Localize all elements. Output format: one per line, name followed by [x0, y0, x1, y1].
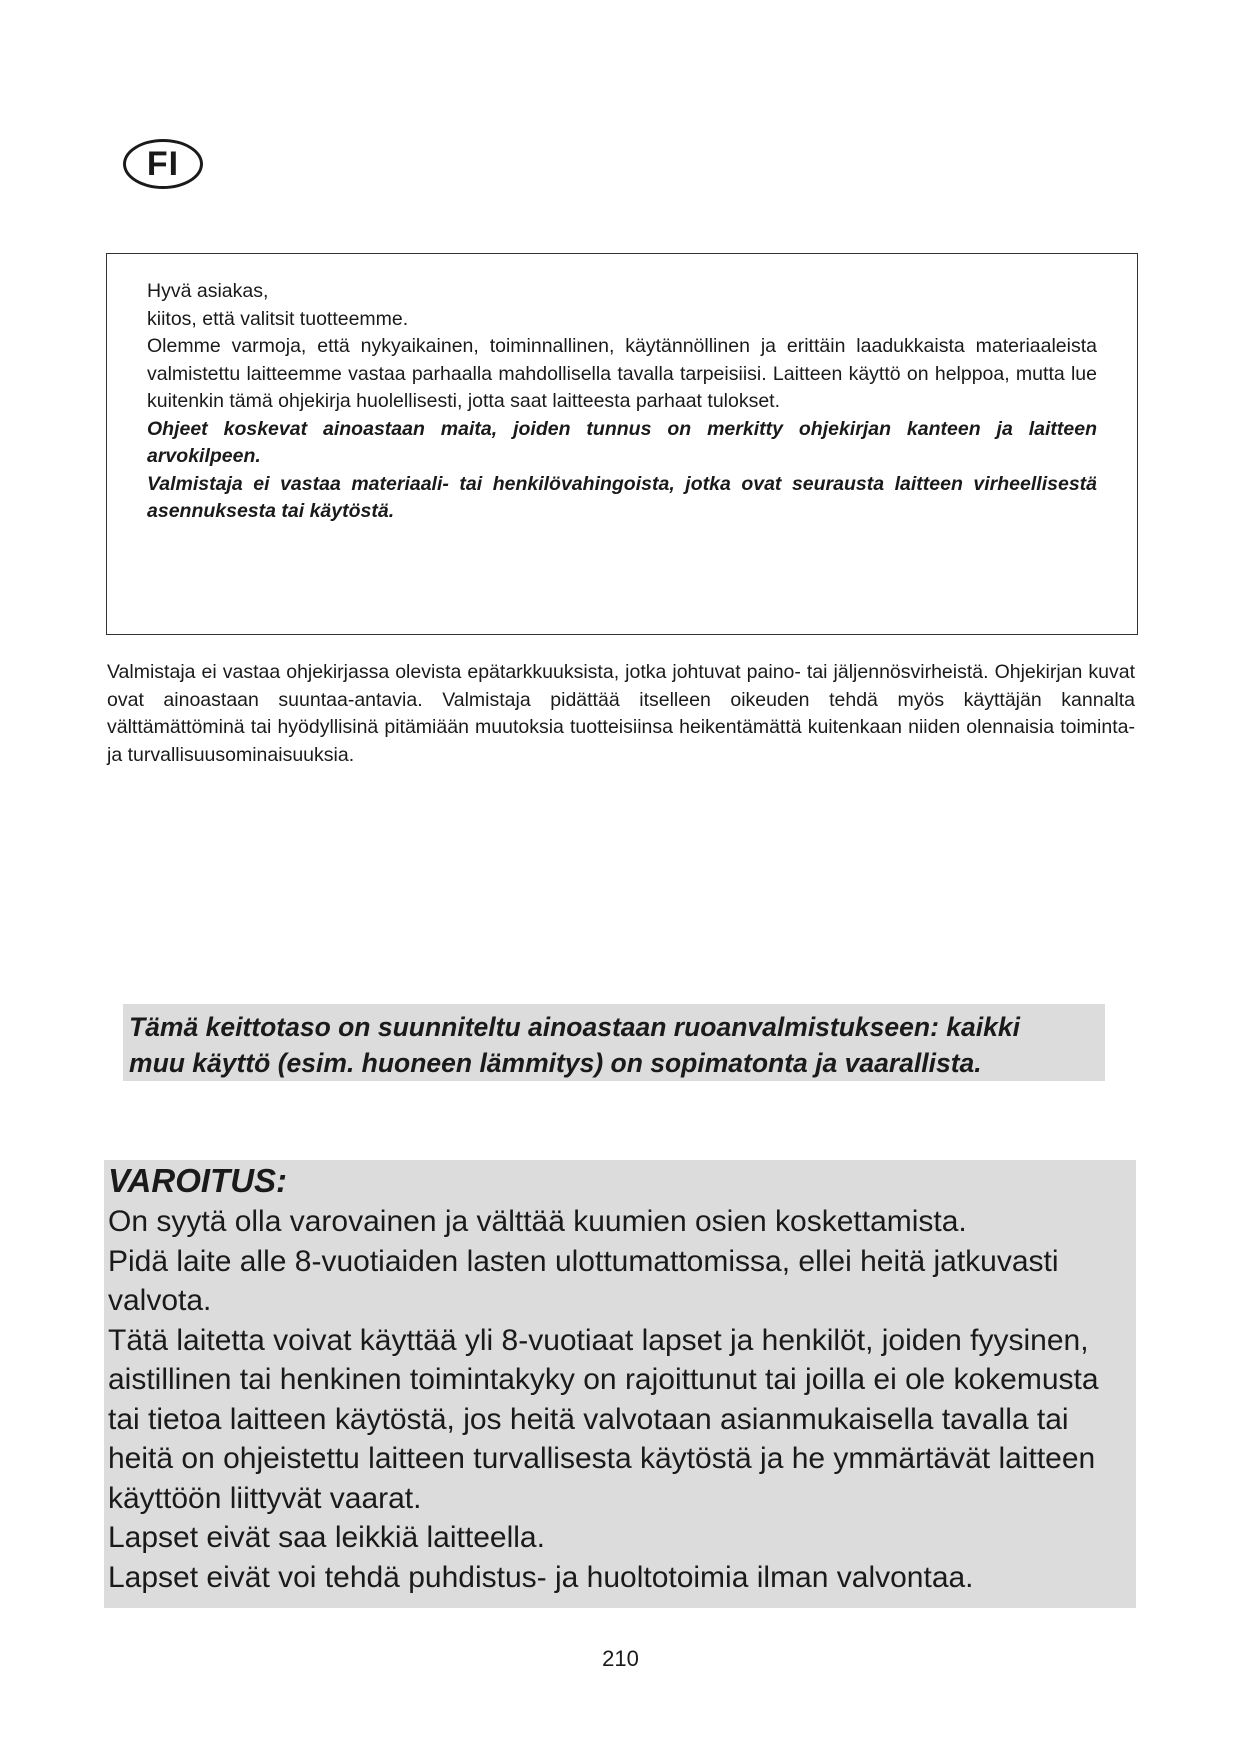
- intro-thanks: kiitos, että valitsit tuotteemme.: [147, 307, 409, 330]
- warning-line-3: Tätä laitetta voivat käyttää yli 8-vuotiaat lapset ja henkilöt, joiden fyysinen, aistillinen tai henkinen toimintakyky on rajoittunut tai joilla ei ole kokemusta tai tietoa laitteen käytöstä, jos heitä valvotaan asianmukaisella tavalla tai heitä on ohjeistettu laitteen turvallisesta käytöstä ja he ymmärtävät laitteen käyttöön liittyvät vaarat.: [108, 1323, 1099, 1515]
- intro-greeting: Hyvä asiakas,: [147, 280, 269, 302]
- warning-line-1: On syytä olla varovainen ja välttää kuumien osien koskettamista.: [108, 1205, 967, 1238]
- warning-box: [104, 1160, 1136, 1608]
- warning-line-4: Lapset eivät saa leikkiä laitteella.: [108, 1521, 545, 1554]
- intro-country-note: Ohjeet koskevat ainoastaan maita, joiden tunnus on merkitty ohjekirjan kanteen ja laitteen arvokilpeen.: [147, 417, 1097, 467]
- usage-note-line-1: Tämä keittotaso on suunniteltu ainoastaan ruoanvalmistukseen: kaikki: [129, 1012, 1020, 1042]
- warning-line-5: Lapset eivät voi tehdä puhdistus- ja huoltotoimia ilman valvontaa.: [108, 1560, 974, 1594]
- usage-note-line-2: muu käyttö (esim. huoneen lämmitys) on sopimatonta ja vaarallista.: [129, 1048, 982, 1078]
- intro-box: [106, 253, 1138, 635]
- usage-note: [123, 1004, 1105, 1081]
- intro-body: Olemme varmoja, että nykyaikainen, toiminnallinen, käytännöllinen ja erittäin laadukkaista materiaaleista valmistettu laitteemme vastaa parhaalla mahdollisella tavalla tarpeisiisi. Laitteen käyttö on helppoa, mutta lue kuitenkin tämä ohjekirja huolellisesti, jotta saat laitteesta parhaat tulokset.: [147, 335, 1097, 412]
- disclaimer-text: Valmistaja ei vastaa ohjekirjassa olevista epätarkkuuksista, jotka johtuvat paino- tai jäljennösvirheistä. Ohjekirjan kuvat ovat ainoastaan suuntaa-antavia. Valmistaja pidättää itselleen oikeuden tehdä myös käyttäjän kannalta välttämättöminä tai hyödyllisinä pitämiään muutoksia tuotteisiinsa heikentämättä kuitenkaan niiden olennaisia toiminta- ja turvallisuusominaisuuksia.: [107, 661, 1135, 766]
- language-badge: FI: [123, 139, 203, 189]
- page-number: 210: [602, 1646, 639, 1671]
- warning-line-2: Pidä laite alle 8-vuotiaiden lasten ulottumattomissa, ellei heitä jatkuvasti valvota.: [108, 1244, 1059, 1317]
- intro-liability-note: Valmistaja ei vastaa materiaali- tai henkilövahingoista, jotka ovat seurausta laitteen virheellisestä asennuksesta tai käytöstä.: [147, 472, 1097, 522]
- warning-title: VAROITUS:: [108, 1162, 288, 1199]
